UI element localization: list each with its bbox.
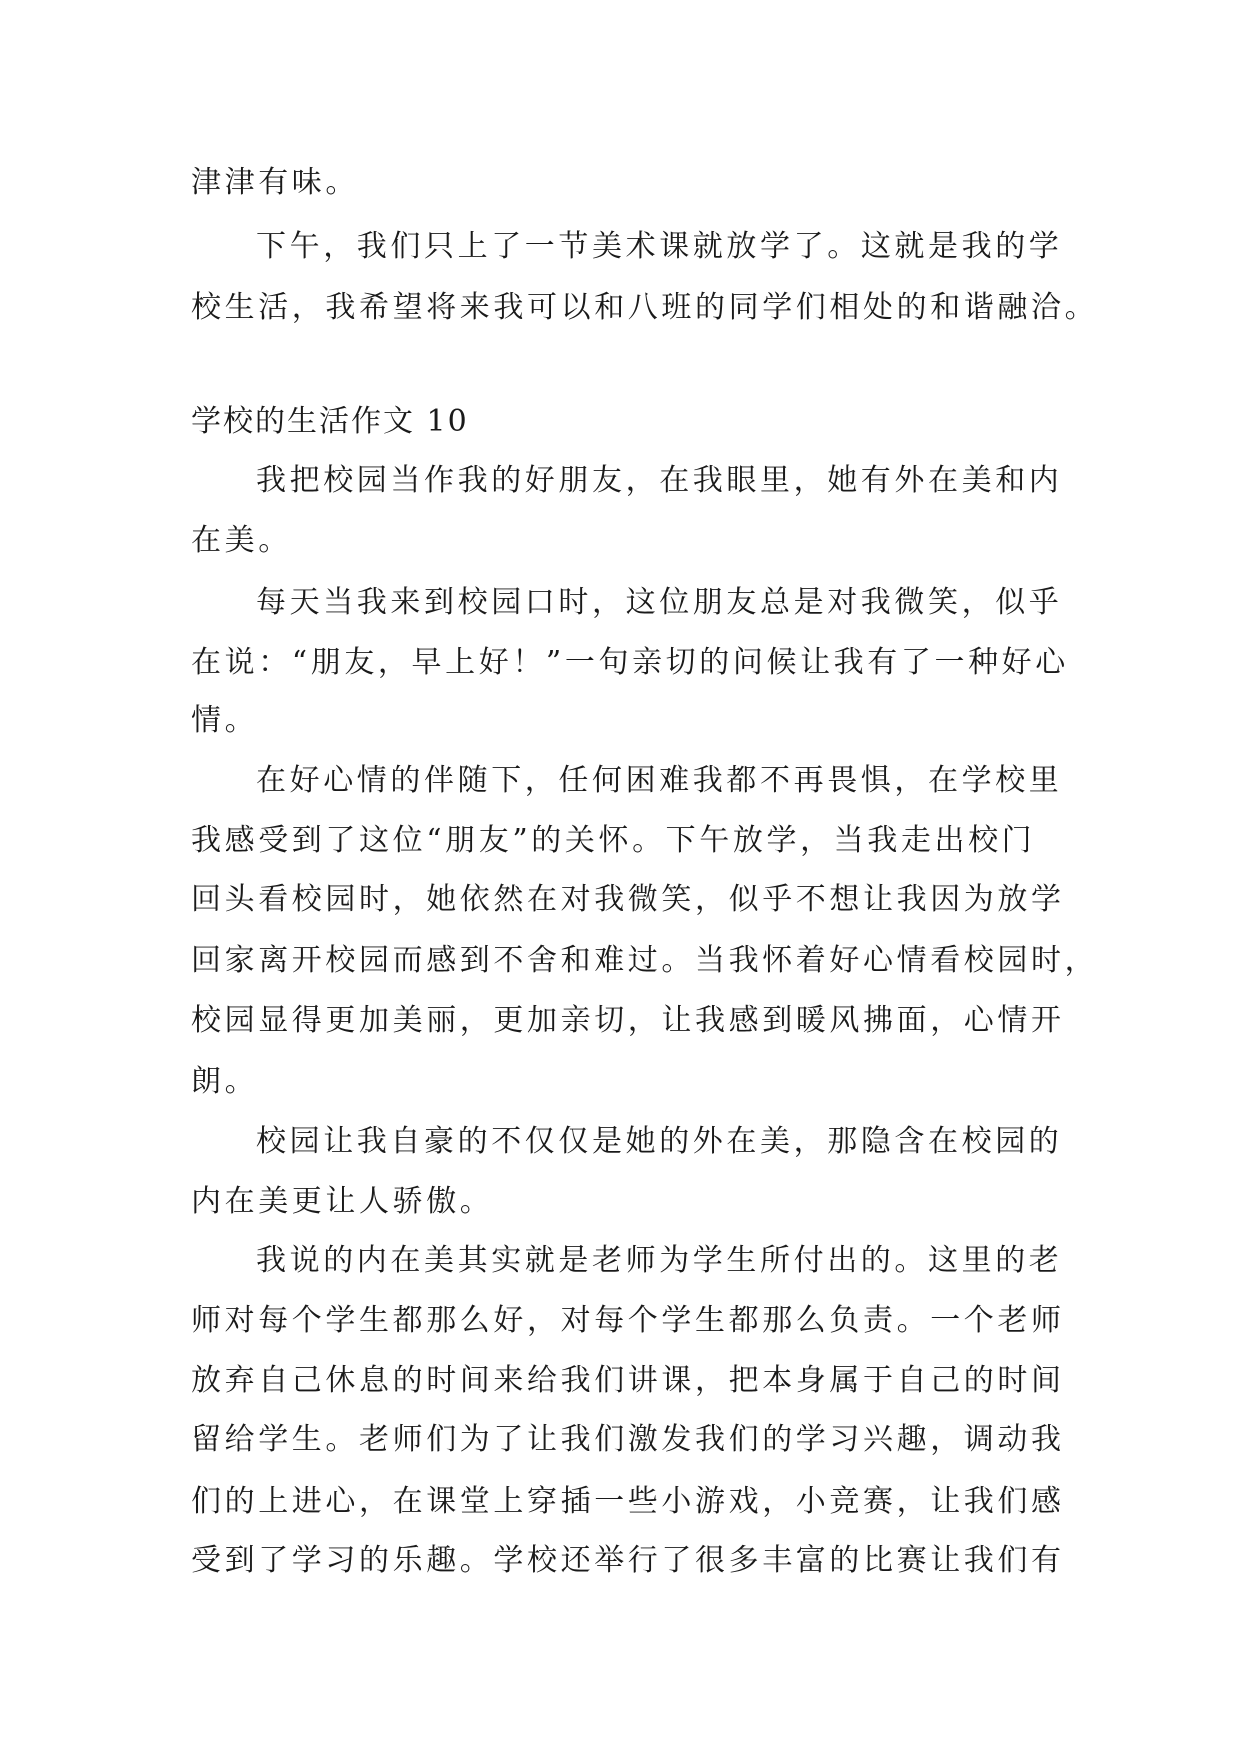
paragraph-line: 在说：“朋友，早上好！”一句亲切的问候让我有了一种好心	[191, 645, 1069, 680]
paragraph-line: 校园让我自豪的不仅仅是她的外在美，那隐含在校园的	[256, 1124, 1063, 1159]
paragraph-line: 津津有味。	[191, 165, 359, 200]
paragraph-line: 回头看校园时，她依然在对我微笑，似乎不想让我因为放学	[191, 882, 1065, 917]
paragraph-line: 我感受到了这位“朋友”的关怀。下午放学，当我走出校门	[191, 823, 1036, 858]
section-heading: 学校的生活作文 10	[191, 404, 469, 439]
paragraph-line: 校园显得更加美丽，更加亲切，让我感到暖风拂面，心情开	[191, 1003, 1065, 1038]
paragraph-line: 放弃自己休息的时间来给我们讲课，把本身属于自己的时间	[191, 1363, 1065, 1398]
paragraph-line: 们的上进心，在课堂上穿插一些小游戏，小竞赛，让我们感	[191, 1484, 1065, 1519]
paragraph-line: 留给学生。老师们为了让我们激发我们的学习兴趣，调动我	[191, 1422, 1065, 1457]
paragraph-line: 在好心情的伴随下，任何困难我都不再畏惧，在学校里	[256, 763, 1063, 798]
paragraph-line: 回家离开校园而感到不舍和难过。当我怀着好心情看校园时，	[191, 943, 1099, 978]
paragraph-line: 下午，我们只上了一节美术课就放学了。这就是我的学	[256, 229, 1063, 264]
paragraph-line: 每天当我来到校园口时，这位朋友总是对我微笑，似乎	[256, 585, 1063, 620]
paragraph-line: 情。	[191, 703, 259, 738]
paragraph-line: 校生活，我希望将来我可以和八班的同学们相处的和谐融洽。	[191, 290, 1099, 325]
paragraph-line: 我说的内在美其实就是老师为学生所付出的。这里的老	[256, 1243, 1063, 1278]
paragraph-line: 朗。	[191, 1064, 259, 1099]
paragraph-line: 内在美更让人骄傲。	[191, 1184, 494, 1219]
paragraph-line: 受到了学习的乐趣。学校还举行了很多丰富的比赛让我们有	[191, 1543, 1065, 1578]
paragraph-line: 师对每个学生都那么好，对每个学生都那么负责。一个老师	[191, 1303, 1065, 1338]
paragraph-line: 在美。	[191, 523, 292, 558]
paragraph-line: 我把校园当作我的好朋友，在我眼里，她有外在美和内	[256, 463, 1063, 498]
